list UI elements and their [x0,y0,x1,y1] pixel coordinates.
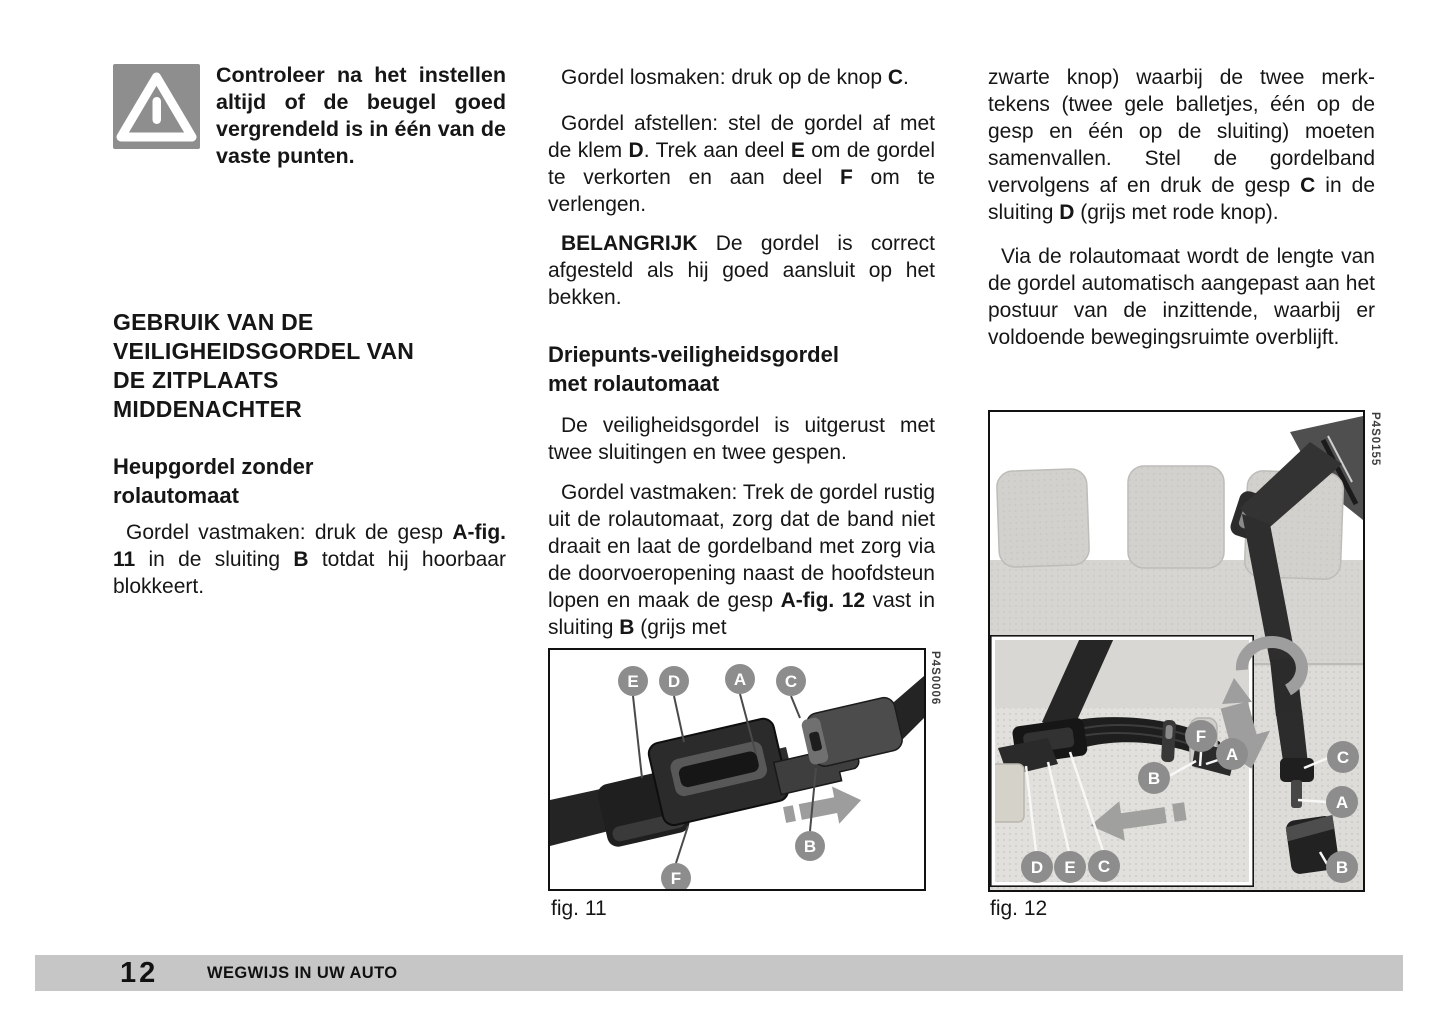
fig11-label-B [795,831,825,861]
warning-note [113,62,506,170]
right-paragraph-1: zwarte knop) waarbij de twee merk-tekens (twee gele balletjes, één op de gesp en één op de sluiting) moeten samenvallen. Stel de gordelband vervolgens af en druk de gesp C in de sluiting D (grijs met rode knop). [988,66,1376,224]
heading-line: DE ZITPLAATS [113,367,279,393]
fig11-caption: fig. 11 [551,897,607,920]
subheading-line: Heupgordel zonder [113,454,314,479]
fig12-label-B [1138,762,1170,794]
fig12-label-C2 [1327,741,1359,773]
fig12-label-A2 [1326,786,1358,818]
svg-text:A: A [1225,745,1239,764]
left-section-heading [113,308,506,424]
svg-text:C: C [784,672,798,691]
svg-text:B: B [803,837,817,856]
fig11-belt-buckle-diagram [550,650,924,889]
fig12-label-A [1216,738,1248,770]
svg-text:A: A [1335,793,1349,812]
svg-text:E: E [1064,858,1076,877]
fig12-caption: fig. 12 [990,897,1048,920]
mid-paragraph-2: Gordel afstellen: stel de gordel af met de klem D. Trek aan deel E om de gordel te verkorten en aan deel F om te verlengen. [548,112,936,216]
fig12-photo-code: P4S0155 [1369,412,1381,467]
svg-text:B: B [1147,769,1161,788]
svg-text:F: F [1195,727,1207,746]
mid-paragraph-5: Gordel vastmaken: Trek de gordel rustig uit de rolautomaat, zorg dat de band niet draait en laat de gordelband met zorg via de doorvoeropening naast de hoofdsteun lopen en maak de gesp A-fig. 12 vast in sluiting B (grijs met [548,481,935,639]
svg-text:C: C [1336,748,1350,767]
right-paragraph-2: Via de rolautomaat wordt de lengte van de gordel automatisch aangepast aan het postuur van de inzittende, waarbij er voldoende bewegingsruimte overblijft. [988,245,1375,349]
footer-title: WEGWIJS IN UW AUTO [207,964,398,982]
heading-line: met rolautomaat [548,371,720,396]
svg-text:D: D [667,672,681,691]
figure-12 [988,410,1365,892]
fig12-label-C [1088,850,1120,882]
fig11-label-E [618,666,648,696]
figure-11 [548,648,926,891]
footer-bar [35,955,1403,991]
subheading-line: rolautomaat [113,483,239,508]
svg-text:B: B [1335,858,1349,877]
svg-text:A: A [733,670,747,689]
fig12-label-F [1185,720,1217,752]
fig12-label-E [1054,851,1086,883]
mid-paragraph-3: BELANGRIJK De gordel is correct afgesteld als hij goed aansluit op het bekken. [548,232,935,309]
svg-text:E: E [627,672,639,691]
heading-line: VEILIGHEIDSGORDEL VAN [113,338,415,364]
heading-line: Driepunts-veiligheidsgordel [548,342,839,367]
fig11-label-D [659,666,689,696]
fig11-photo-code: P4S0006 [929,651,941,706]
fig12-label-D [1021,851,1053,883]
warning-triangle-icon [113,64,200,149]
mid-paragraph-4: De veiligheidsgordel is uitgerust met twee sluitingen en twee gespen. [548,414,935,464]
page-number: 12 [120,957,159,989]
heading-line: MIDDENACHTER [113,396,302,422]
fig11-label-A [725,664,755,694]
left-subheading [113,452,506,510]
fig12-label-B2 [1326,851,1358,883]
fig11-label-C [776,666,806,696]
svg-text:D: D [1030,858,1044,877]
svg-text:F: F [670,869,682,888]
mid-section-heading [548,340,935,398]
warning-text: Controleer na het instellen altijd of de beugel goed vergrendeld is in één van de vaste punten. [216,63,506,168]
svg-text:C: C [1097,857,1111,876]
fig12-rear-seat-photo [990,412,1363,890]
heading-line: GEBRUIK VAN DE [113,309,314,335]
mid-paragraph-1: Gordel losmaken: druk op de knop C. [561,66,909,89]
left-paragraph: Gordel vastmaken: druk de gesp A-fig. 11 in de sluiting B totdat hij hoorbaar blokkeert. [113,521,506,598]
